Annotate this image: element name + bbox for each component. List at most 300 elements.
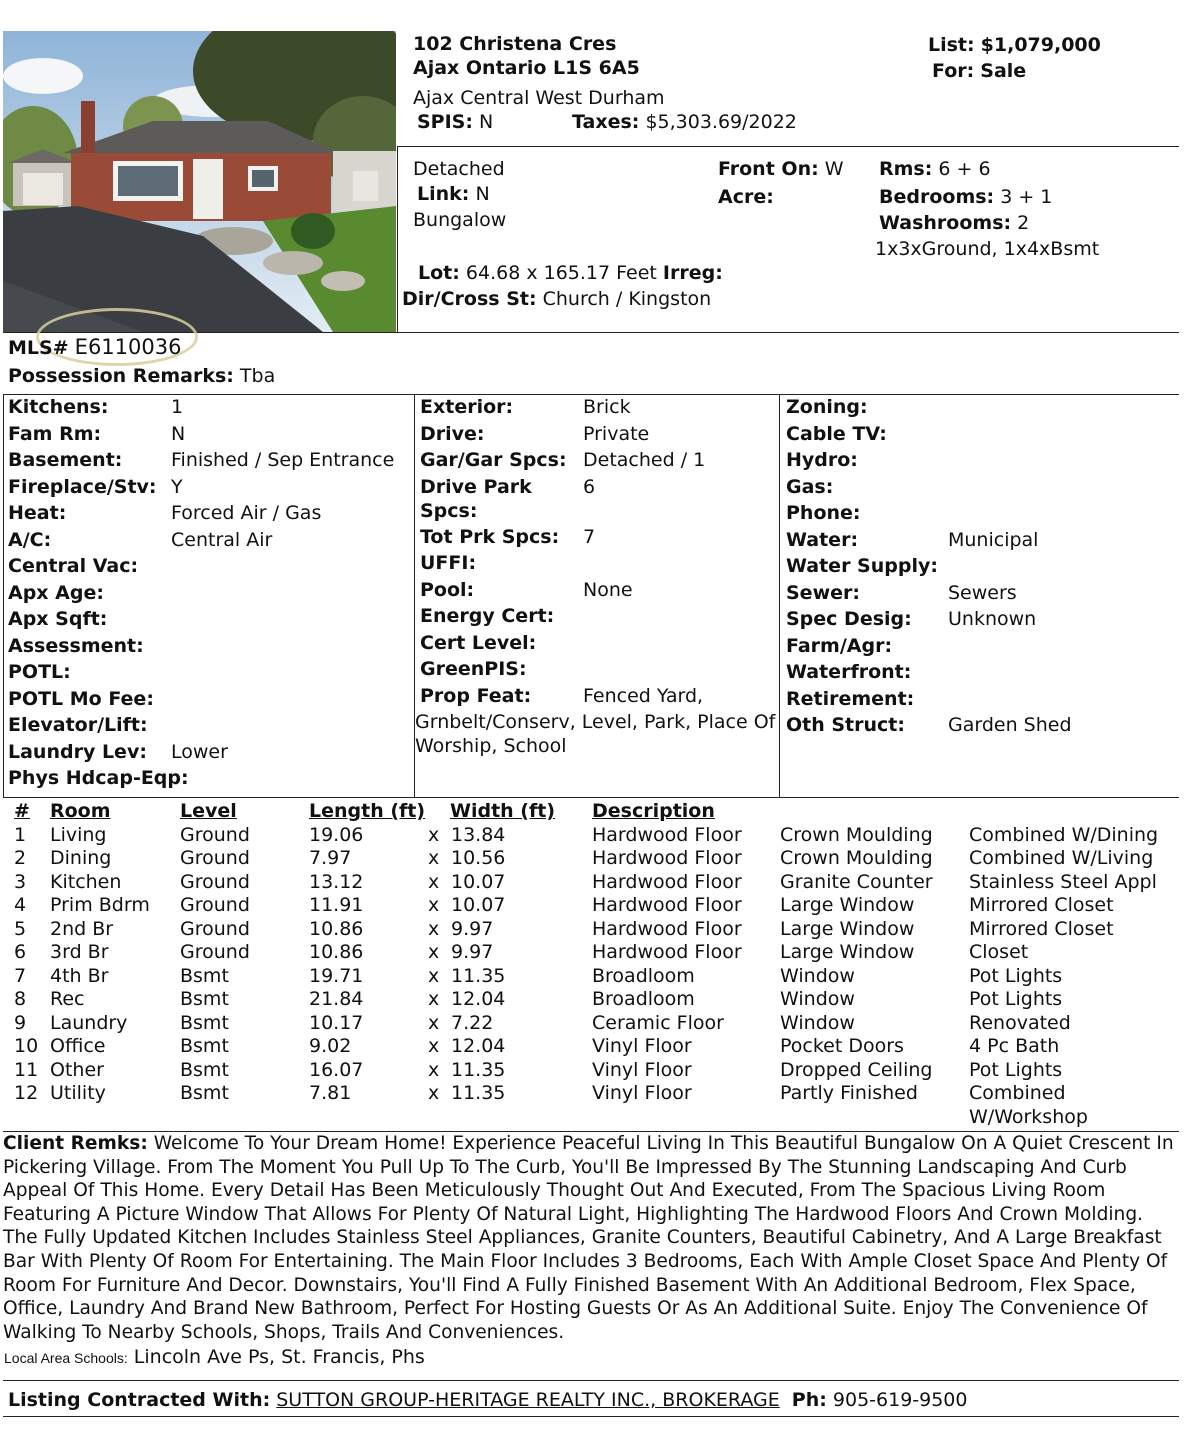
room-cell-n: 8 [14, 988, 27, 1010]
rooms-col-length: Length (ft) [309, 800, 426, 822]
cross-label: Dir/Cross St: [402, 288, 537, 310]
prop-feat-cont-1 [415, 711, 776, 735]
room-cell-wid: 9.97 [451, 941, 494, 963]
room-cell-room: Living [50, 823, 107, 846]
room-cell-wid: 10.07 [451, 894, 506, 916]
pool-row [420, 579, 775, 606]
room-cell-n: 6 [14, 941, 27, 963]
front-on-value: W [824, 158, 844, 180]
details-divider-2 [779, 394, 780, 798]
detail-right-row [786, 688, 1179, 715]
for-value: Sale [980, 60, 1027, 82]
room-cell-room: 2nd Br [50, 917, 114, 940]
tot-prk-row [420, 526, 775, 553]
detail-right-label: Gas: [786, 475, 834, 498]
detail-right-label: Phone: [786, 502, 861, 524]
detail-left-value: Finished / Sep Entrance [171, 449, 395, 471]
room-cell-level: Ground [180, 823, 250, 846]
room-cell-n: 9 [14, 1011, 27, 1034]
room-cell-x: x [428, 823, 440, 846]
room-cell-wid: 12.04 [451, 988, 506, 1010]
washrooms [879, 212, 1029, 234]
prop-feat-value-1: Fenced Yard, [583, 684, 704, 707]
irreg-label: Irreg: [662, 262, 723, 284]
lot-label: Lot: [418, 262, 460, 284]
room-cell-wid: 13.84 [451, 823, 506, 846]
listing-broker [8, 1389, 968, 1411]
room-cell-room: Kitchen [50, 870, 122, 893]
taxes [572, 111, 797, 133]
room-cell-d3: Pot Lights [969, 988, 1063, 1010]
prop-feat-row [420, 685, 775, 712]
room-cell-d2: Window [780, 1011, 855, 1034]
detail-left-value: Y [171, 475, 183, 498]
room-cell-x: x [428, 1058, 440, 1081]
room-cell-wid: 11.35 [451, 1082, 506, 1104]
washrooms-detail: 1x3xGround, 1x4xBsmt [875, 238, 1100, 260]
washrooms-label: Washrooms: [879, 212, 1012, 234]
detail-left-row [8, 555, 408, 582]
room-cell-room: 3rd Br [50, 941, 109, 963]
detail-left-label: Assessment: [8, 634, 144, 657]
room-cell-len: 10.86 [309, 941, 364, 963]
detail-left-row [8, 449, 408, 476]
list-value: $1,079,000 [980, 34, 1101, 56]
detail-left-label: Central Vac: [8, 555, 139, 577]
room-cell-d3: Combined W/Living [969, 847, 1154, 869]
listing-type [932, 60, 1026, 82]
pool-label: Pool: [420, 578, 475, 601]
header-divider [397, 146, 1179, 147]
room-cell-n: 5 [14, 917, 27, 940]
detail-right-row [786, 476, 1179, 503]
room-cell-level: Bsmt [180, 1058, 229, 1081]
property-style: Bungalow [413, 209, 507, 231]
room-cell-d3: Pot Lights [969, 964, 1063, 987]
detail-right-value: Garden Shed [948, 714, 1072, 736]
detail-left-label: Laundry Lev: [8, 740, 147, 763]
detail-left-label: Apx Age: [8, 581, 104, 604]
room-cell-len: 21.84 [309, 988, 364, 1010]
room-cell-d2: Window [780, 988, 855, 1010]
detail-left-label: A/C: [8, 528, 52, 551]
rooms-col-width: Width (ft) [450, 800, 556, 822]
detail-right-value: Unknown [948, 608, 1037, 630]
rooms-col-level: Level [180, 800, 237, 822]
client-remarks-label: Client Remks: [3, 1133, 148, 1154]
table-row [0, 894, 1184, 918]
details-right-column [786, 396, 1179, 741]
room-cell-wid: 12.04 [451, 1035, 506, 1057]
energy-cert-row [420, 605, 775, 632]
detail-right-label: Hydro: [786, 449, 858, 471]
room-cell-level: Bsmt [180, 1011, 229, 1034]
detail-left-row [8, 476, 408, 503]
detail-right-row [786, 529, 1179, 556]
detail-right-row [786, 635, 1179, 662]
room-cell-d3: Mirrored Closet [969, 917, 1114, 940]
detail-left-label: Apx Sqft: [8, 608, 108, 630]
room-cell-d2: Dropped Ceiling [780, 1058, 933, 1081]
drive-park-row [420, 476, 775, 526]
room-cell-room: Office [50, 1035, 106, 1057]
room-cell-d1: Hardwood Floor [592, 917, 742, 940]
detail-right-row [786, 555, 1179, 582]
room-cell-len: 10.86 [309, 917, 364, 940]
drive-park-label-2: Spcs: [420, 499, 478, 522]
table-row [0, 918, 1184, 942]
table-row [0, 1059, 1184, 1083]
mls-number [8, 335, 181, 359]
room-cell-wid: 11.35 [451, 964, 506, 987]
front-on-label: Front On: [718, 158, 819, 180]
list-price [928, 34, 1101, 56]
room-cell-room: Prim Bdrm [50, 894, 150, 916]
pool-value: None [583, 578, 633, 601]
room-cell-d2: Crown Moulding [780, 823, 933, 846]
detail-right-label: Sewer: [786, 581, 860, 604]
rooms-col-room: Room [50, 800, 111, 822]
room-cell-n: 7 [14, 964, 27, 987]
room-cell-d2: Partly Finished [780, 1082, 918, 1104]
detail-right-row [786, 502, 1179, 529]
details-left-border [3, 394, 4, 798]
detail-left-value: Central Air [171, 528, 273, 551]
detail-left-row [8, 767, 408, 794]
property-type: Detached [413, 158, 505, 180]
table-row [0, 847, 1184, 871]
area: Ajax Central West Durham [413, 87, 665, 109]
rms-value: 6 + 6 [938, 158, 991, 180]
room-cell-room: Utility [50, 1082, 106, 1104]
room-cell-room: Rec [50, 988, 85, 1010]
detail-left-label: Kitchens: [8, 396, 109, 418]
rooms-overflow-row [0, 1106, 1184, 1130]
rooms-table [0, 800, 1184, 1129]
phone-value: 905-619-9500 [832, 1389, 968, 1411]
for-label: For: [932, 60, 975, 82]
room-cell-d1: Vinyl Floor [592, 1035, 692, 1057]
room-cell-d2: Large Window [780, 917, 915, 940]
room-cell-len: 19.06 [309, 823, 364, 846]
room-cell-room: Other [50, 1058, 104, 1081]
room-cell-wid: 10.07 [451, 870, 506, 893]
room-cell-d3: Renovated [969, 1011, 1071, 1034]
detail-left-row [8, 741, 408, 768]
details-middle-column [415, 396, 776, 759]
room-cell-d3: Closet [969, 941, 1029, 963]
details-top-border [3, 394, 1179, 395]
table-row [0, 941, 1184, 965]
room-cell-d3: Combined [969, 1082, 1066, 1104]
detail-right-row [786, 449, 1179, 476]
spis [417, 111, 493, 133]
cross-street [402, 288, 711, 310]
detail-right-label: Zoning: [786, 396, 868, 418]
address-line-2: Ajax Ontario L1S 6A5 [413, 57, 640, 79]
cert-level-row [420, 632, 775, 659]
prop-feat-value-2: Grnbelt/Conserv, Level, Park, Place Of [415, 711, 776, 733]
link-label: Link: [417, 183, 470, 205]
room-cell-d3: Pot Lights [969, 1058, 1063, 1081]
detail-right-label: Oth Struct: [786, 714, 905, 736]
detail-left-label: POTL: [8, 661, 71, 683]
bedrooms-label: Bedrooms: [879, 186, 995, 208]
room-cell-d3: Stainless Steel Appl [969, 870, 1157, 893]
detail-left-label: Heat: [8, 502, 67, 524]
detail-left-label: POTL Mo Fee: [8, 687, 154, 710]
spis-label: SPIS: [417, 111, 473, 133]
room-cell-x: x [428, 847, 440, 869]
room-cell-d1: Hardwood Floor [592, 870, 742, 893]
garage-value: Detached / 1 [583, 449, 706, 471]
detail-right-row [786, 608, 1179, 635]
room-cell-level: Bsmt [180, 964, 229, 987]
detail-right-label: Cable TV: [786, 422, 887, 445]
detail-left-label: Fam Rm: [8, 422, 102, 445]
client-remarks [3, 1132, 1179, 1344]
room-cell-x: x [428, 1011, 440, 1034]
room-cell-n: 12 [14, 1082, 39, 1104]
room-cell-wid: 7.22 [451, 1011, 494, 1034]
drive-park-value: 6 [583, 475, 596, 498]
room-cell-x: x [428, 917, 440, 940]
room-cell-wid: 11.35 [451, 1058, 506, 1081]
detail-right-label: Spec Desig: [786, 608, 912, 630]
room-cell-d1: Broadloom [592, 964, 695, 987]
room-cell-d2: Granite Counter [780, 870, 933, 893]
mls-value: E6110036 [74, 335, 182, 359]
room-cell-level: Ground [180, 894, 250, 916]
exterior-label: Exterior: [420, 396, 514, 418]
detail-left-row [8, 396, 408, 423]
washrooms-value: 2 [1017, 212, 1030, 234]
detail-right-label: Waterfront: [786, 661, 912, 683]
exterior-row [420, 396, 775, 423]
room-cell-len: 19.71 [309, 964, 364, 987]
room-cell-wid: 10.56 [451, 847, 506, 869]
tot-prk-value: 7 [583, 525, 596, 548]
room-cell-x: x [428, 1082, 440, 1104]
lot-size [418, 262, 723, 284]
rms-label: Rms: [879, 158, 933, 180]
room-cell-d1: Hardwood Floor [592, 823, 742, 846]
uffi-row [420, 552, 775, 579]
address-line-1: 102 Christena Cres [413, 33, 617, 55]
possession-value: Tba [239, 365, 276, 387]
broker-name-link[interactable]: SUTTON GROUP-HERITAGE REALTY INC., BROKERAGE [276, 1389, 780, 1411]
spis-value: N [479, 111, 494, 133]
room-cell-d3: Mirrored Closet [969, 894, 1114, 916]
room-cell-len: 11.91 [309, 894, 364, 916]
link [417, 183, 490, 205]
detail-right-row [786, 582, 1179, 609]
room-cell-d3: 4 Pc Bath [969, 1035, 1060, 1057]
room-cell-n: 2 [14, 847, 27, 869]
detail-right-label: Retirement: [786, 687, 915, 710]
room-cell-x: x [428, 988, 440, 1010]
room-cell-len: 16.07 [309, 1058, 364, 1081]
broker-label: Listing Contracted With: [8, 1389, 271, 1411]
room-cell-len: 13.12 [309, 870, 364, 893]
broker-top-border [3, 1380, 1179, 1381]
room-cell-d1: Vinyl Floor [592, 1082, 692, 1104]
possession-remarks [8, 365, 275, 387]
room-cell-x: x [428, 894, 440, 916]
list-label: List: [928, 34, 975, 56]
room-cell-d1: Hardwood Floor [592, 894, 742, 916]
front-on [718, 158, 844, 180]
room-cell-room: Dining [50, 847, 112, 869]
garage-row [420, 449, 775, 476]
detail-left-row [8, 688, 408, 715]
taxes-value: $5,303.69/2022 [645, 111, 797, 133]
garage-label: Gar/Gar Spcs: [420, 449, 567, 471]
room-cell-d2: Window [780, 964, 855, 987]
room-cell-x: x [428, 1035, 440, 1057]
broker-bottom-border [3, 1416, 1179, 1417]
detail-right-row [786, 396, 1179, 423]
detail-right-row [786, 423, 1179, 450]
uffi-label: UFFI: [420, 552, 477, 574]
room-cell-d1: Hardwood Floor [592, 941, 742, 963]
prop-feat-cont-2 [415, 735, 775, 759]
room-cell-x: x [428, 870, 440, 893]
room-cell-n: 10 [14, 1035, 39, 1057]
detail-left-row [8, 661, 408, 688]
client-remarks-text: Welcome To Your Dream Home! Experience Peaceful Living In This Beautiful Bungalow On A Quiet Crescent In Pickering Village. From The Moment You Pull Up To The Curb, You'll Be Impressed By The Stunning Landscaping And Curb Appeal Of This Home. Every Detail Has Been Meticulously Thought Out And Executed, From The Spacious Living Room Featuring A Picture Window That Allows For Plenty Of Natural Light, Highlighting The Hardwood Floors And Crown Molding. The Fully Updated Kitchen Includes Stainless Steel Appliances, Granite Counters, Beautiful Cabinetry, And A Large Breakfast Bar With Plenty Of Room For Entertaining. The Main Floor Includes 3 Bedrooms, Each With Ample Closet Space And Plenty Of Room For Furniture And Decor. Downstairs, You'll Find A Fully Finished Basement With An Additional Bedroom, Flex Space, Office, Laundry And Brand New Bathroom, Perfect For Hosting Guests Or As An Additional Suite. Enjoy The Convenience Of Walking To Nearby Schools, Shops, Trails And Conveniences. [3, 1133, 1174, 1343]
details-bottom-border [3, 797, 1179, 798]
detail-left-row [8, 502, 408, 529]
room-cell-len: 7.81 [309, 1082, 352, 1104]
room-cell-room: Laundry [50, 1011, 128, 1034]
rooms-header-row [0, 800, 1184, 824]
energy-cert-label: Energy Cert: [420, 605, 555, 627]
tot-prk-label: Tot Prk Spcs: [420, 525, 560, 548]
local-area-schools [4, 1346, 425, 1368]
details-left-column [8, 396, 408, 794]
table-row [0, 1082, 1184, 1106]
prop-feat-label: Prop Feat: [420, 684, 532, 707]
greenpis-row [420, 658, 775, 685]
schools-value: Lincoln Ave Ps, St. Francis, Phs [133, 1346, 425, 1368]
drive-park-label-1: Drive Park [420, 475, 532, 498]
property-photo [3, 31, 396, 332]
room-cell-d3: Combined W/Dining [969, 823, 1159, 846]
detail-left-label: Phys Hdcap-Eqp: [8, 767, 189, 789]
detail-right-value: Sewers [948, 581, 1017, 604]
room-cell-d1: Vinyl Floor [592, 1058, 692, 1081]
room-cell-level: Ground [180, 847, 250, 869]
drive-value: Private [583, 422, 650, 445]
cross-value: Church / Kingston [542, 288, 712, 310]
cert-level-label: Cert Level: [420, 631, 537, 654]
drive-row [420, 423, 775, 450]
room-cell-level: Ground [180, 941, 250, 963]
detail-right-label: Water Supply: [786, 555, 938, 577]
rooms-count [879, 158, 991, 180]
room-cell-wid: 9.97 [451, 917, 494, 940]
room-cell-level: Ground [180, 870, 250, 893]
detail-left-row [8, 608, 408, 635]
room-cell-n: 1 [14, 823, 27, 846]
room-cell-n: 3 [14, 870, 27, 893]
detail-left-row [8, 423, 408, 450]
room-cell-level: Bsmt [180, 1035, 229, 1057]
detail-left-label: Elevator/Lift: [8, 714, 148, 736]
detail-right-label: Farm/Agr: [786, 634, 893, 657]
detail-left-row [8, 635, 408, 662]
phone-label: Ph: [791, 1389, 827, 1411]
detail-left-row [8, 714, 408, 741]
table-row [0, 988, 1184, 1012]
detail-right-row [786, 714, 1179, 741]
room-cell-d2: Crown Moulding [780, 847, 933, 869]
room-cell-x: x [428, 941, 440, 963]
room-cell-d2: Large Window [780, 894, 915, 916]
room-cell-d2: Pocket Doors [780, 1035, 904, 1057]
room-cell-room: 4th Br [50, 964, 109, 987]
acre-label: Acre: [718, 186, 774, 208]
room-cell-level: Ground [180, 917, 250, 940]
detail-left-value: Lower [171, 740, 228, 763]
photo-divider [397, 146, 398, 332]
room-cell-n: 4 [14, 894, 27, 916]
bedrooms-value: 3 + 1 [1000, 186, 1053, 208]
room-cell-x: x [428, 964, 440, 987]
detail-left-label: Fireplace/Stv: [8, 475, 157, 498]
room-cell-len: 7.97 [309, 847, 352, 869]
bedrooms [879, 186, 1052, 208]
table-row [0, 1012, 1184, 1036]
greenpis-label: GreenPIS: [420, 658, 527, 680]
room-cell-level: Bsmt [180, 988, 229, 1010]
detail-right-value: Municipal [948, 528, 1039, 551]
table-row [0, 965, 1184, 989]
room-cell-len: 9.02 [309, 1035, 352, 1057]
possession-label: Possession Remarks: [8, 365, 234, 387]
table-row [0, 1035, 1184, 1059]
rooms-col-description: Description [592, 800, 715, 822]
prop-feat-value-3: Worship, School [415, 735, 567, 757]
drive-label: Drive: [420, 422, 485, 445]
detail-right-label: Water: [786, 528, 859, 551]
room-cell-n: 11 [14, 1058, 39, 1081]
room-cell-d1: Broadloom [592, 988, 695, 1010]
link-value: N [475, 183, 490, 205]
mls-label: MLS# [8, 337, 69, 359]
detail-left-value: N [171, 422, 186, 445]
taxes-label: Taxes: [572, 111, 640, 133]
schools-label: Local Area Schools: [4, 1350, 128, 1366]
rooms-col-num: # [14, 800, 30, 822]
rooms-overflow-text: W/Workshop [969, 1105, 1088, 1128]
lot-value: 64.68 x 165.17 Feet [465, 262, 657, 284]
table-row [0, 871, 1184, 895]
exterior-value: Brick [583, 396, 631, 418]
detail-right-row [786, 661, 1179, 688]
detail-left-value: Forced Air / Gas [171, 502, 322, 524]
house-photo-illustration [3, 31, 396, 332]
detail-left-label: Basement: [8, 449, 123, 471]
room-cell-len: 10.17 [309, 1011, 364, 1034]
room-cell-d2: Large Window [780, 941, 915, 963]
detail-left-row [8, 529, 408, 556]
room-cell-level: Bsmt [180, 1082, 229, 1104]
room-cell-d1: Hardwood Floor [592, 847, 742, 869]
room-cell-d1: Ceramic Floor [592, 1011, 724, 1034]
detail-left-value: 1 [171, 396, 184, 418]
